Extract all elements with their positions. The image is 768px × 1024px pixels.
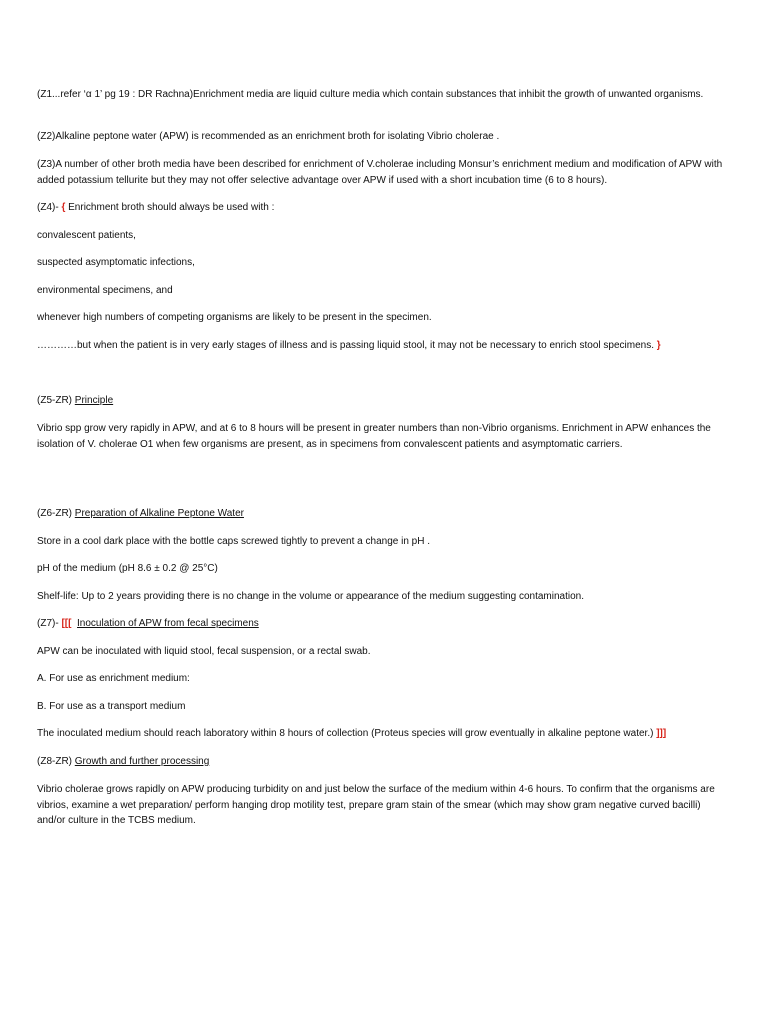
option-b: B. For use as a transport medium: [37, 701, 186, 712]
but-line-text: …………but when the patient is in very early stages of illness and is passing liquid stool, it may not be necessary to enrich stool specimens.: [37, 340, 657, 351]
inoculated-text: The inoculated medium should reach laboratory within 8 hours of collection (Proteus species will grow eventually in alkaline peptone water.): [37, 728, 657, 739]
heading-z8: [37, 754, 729, 770]
list-item: suspected asymptomatic infections,: [37, 257, 195, 268]
growth-heading: Growth and further processing: [74, 756, 210, 767]
z8-prefix: (Z8-ZR): [37, 756, 75, 767]
z5-prefix: (Z5-ZR): [37, 395, 75, 406]
open-brace-marker: {: [61, 202, 66, 213]
paragraph-growth: Vibrio cholerae grows rapidly on APW producing turbidity on and just below the surface of the medium within 4-6 hours. To confirm that the organisms are vibrios, examine a wet preparation/ perform hanging drop motility test, prepare gram stain of the smear (which may show gram negative curved bacilli) and/or culture in the TCBS medium.: [37, 784, 715, 826]
principle-heading: Principle: [74, 395, 114, 406]
open-bracket-marker: [[[: [61, 618, 72, 629]
list-item: whenever high numbers of competing organisms are likely to be present in the specimen.: [37, 312, 432, 323]
paragraph-ph: pH of the medium (pH 8.6 ± 0.2 @ 25°C): [37, 563, 218, 574]
z4-text: Enrichment broth should always be used with :: [65, 202, 275, 213]
z4-prefix: (Z4)-: [37, 202, 62, 213]
paragraph-shelf-life: Shelf-life: Up to 2 years providing there is no change in the volume or appearance of the medium suggesting contamination.: [37, 591, 584, 602]
paragraph-z1: (Z1...refer ‘α 1’ pg 19 : DR Rachna)Enrichment media are liquid culture media which contain substances that inhibit the growth of unwanted organisms.: [37, 89, 704, 100]
paragraph-inoculated: [37, 726, 729, 742]
heading-z7: [37, 616, 729, 632]
heading-z6: [37, 506, 729, 522]
close-brace-marker: }: [656, 340, 661, 351]
z6-prefix: (Z6-ZR): [37, 508, 75, 519]
z7-prefix: (Z7)-: [37, 618, 62, 629]
close-bracket-marker: ]]]: [656, 728, 667, 739]
paragraph-z2: (Z2)Alkaline peptone water (APW) is recommended as an enrichment broth for isolating Vibrio cholerae .: [37, 131, 500, 142]
heading-z5: [37, 393, 729, 409]
list-item: convalescent patients,: [37, 230, 136, 241]
inoculation-heading: Inoculation of APW from fecal specimens: [77, 618, 259, 629]
paragraph-but-line: [37, 338, 729, 354]
preparation-heading: Preparation of Alkaline Peptone Water: [74, 508, 244, 519]
option-a: A. For use as enrichment medium:: [37, 673, 190, 684]
list-item: environmental specimens, and: [37, 285, 173, 296]
paragraph-principle: Vibrio spp grow very rapidly in APW, and at 6 to 8 hours will be present in greater numbers than non-Vibrio organisms. Enrichment in APW enhances the isolation of V. cholerae O1 when few organisms are present, as in specimens from convalescent patients and asymptomatic carriers.: [37, 423, 711, 450]
paragraph-z3: (Z3)A number of other broth media have been described for enrichment of V.cholerae including Monsur’s enrichment medium and modification of APW with added potassium tellurite but they may not offer selective advantage over APW if used with a short incubation time (6 to 8 hours).: [37, 159, 723, 186]
paragraph-z4: [37, 200, 729, 216]
paragraph-inoculate: APW can be inoculated with liquid stool, fecal suspension, or a rectal swab.: [37, 646, 371, 657]
paragraph-store: Store in a cool dark place with the bottle caps screwed tightly to prevent a change in pH .: [37, 536, 430, 547]
